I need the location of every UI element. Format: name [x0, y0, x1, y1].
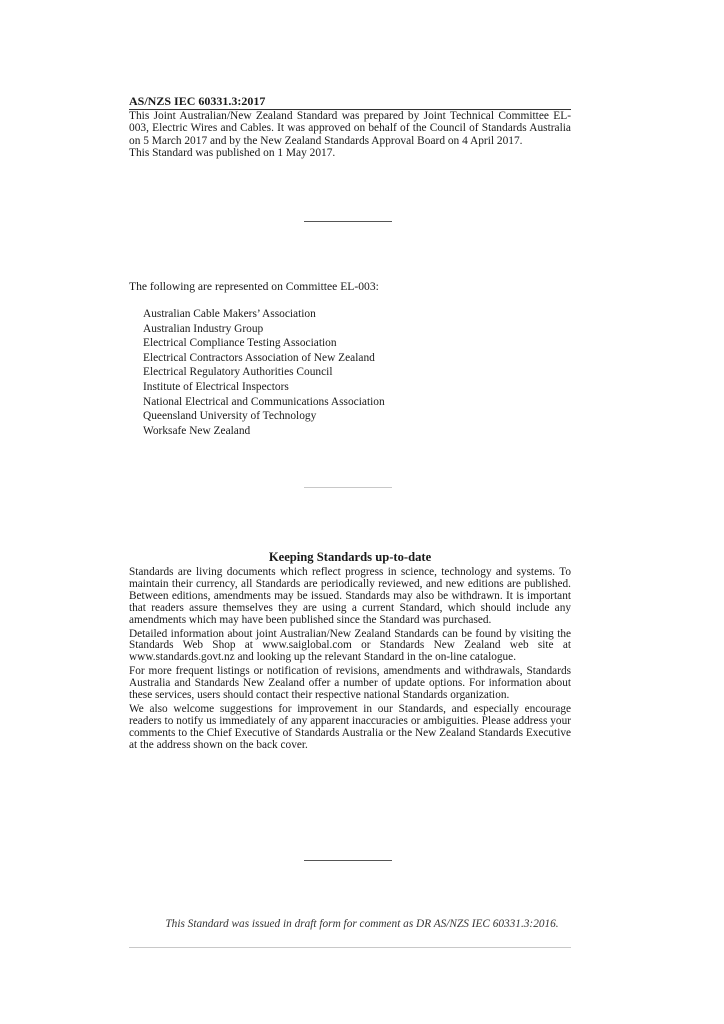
footer-rule — [129, 947, 571, 948]
section-divider — [304, 860, 392, 861]
section-divider — [304, 221, 392, 222]
keeping-paragraph: Detailed information about joint Australian/New Zealand Standards can be found by visiting the Standards Web Shop at www.saiglobal.com or Standards New Zealand web site at www.standards.govt.nz and looking up the relevant Standard in the on-line catalogue. — [129, 627, 571, 664]
approval-paragraph: This Joint Australian/New Zealand Standard was prepared by Joint Technical Committee EL-003, Electric Wires and Cables. It was approved on behalf of the Council of Standards Australia on 5 March 2017 and by the New Zealand Standards Approval Board on 4 April 2017. — [129, 110, 571, 147]
standard-designation: AS/NZS IEC 60331.3:2017 — [129, 94, 571, 110]
draft-footer-note: This Standard was issued in draft form for comment as DR AS/NZS IEC 60331.3:2016. — [165, 918, 559, 930]
committee-member: Queensland University of Technology — [143, 410, 317, 423]
committee-member: Electrical Regulatory Authorities Council — [143, 366, 333, 379]
committee-member: Electrical Compliance Testing Association — [143, 337, 337, 350]
keeping-paragraph: We also welcome suggestions for improvement in our Standards, and especially encourage readers to notify us immediately of any apparent inaccuracies or ambiguities. Please address your comments to the Chief Executive of Standards Australia or the New Zealand Standards Executive at the address shown on the back cover. — [129, 702, 571, 751]
committee-member: Electrical Contractors Association of New Zealand — [143, 351, 375, 364]
committee-member: Australian Industry Group — [143, 322, 264, 335]
publication-date-paragraph: This Standard was published on 1 May 2017. — [129, 147, 336, 160]
approval-statement — [129, 110, 571, 160]
committee-heading: The following are represented on Committee EL-003: — [129, 280, 379, 293]
committee-member: National Electrical and Communications Association — [143, 395, 385, 408]
committee-member: Worksafe New Zealand — [143, 424, 251, 437]
committee-member-list — [143, 307, 385, 438]
keeping-paragraph: Standards are living documents which reflect progress in science, technology and systems. To maintain their currency, all Standards are periodically reviewed, and new editions are published. Between editions, amendments may be issued. Standards may also be withdrawn. It is important that readers assure themselves they are using a current Standard, which should include any amendments which may have been published since the Standard was purchased. — [129, 566, 571, 626]
keeping-paragraph: For more frequent listings or notification of revisions, amendments and withdrawals, Standards Australia and Standards New Zealand offer a number of update options. For information about these services, users should contact their respective national Standards organization. — [129, 665, 571, 702]
keeping-up-to-date-body — [129, 567, 571, 754]
committee-member: Australian Cable Makers’ Association — [143, 308, 316, 320]
section-divider — [304, 487, 392, 488]
committee-member: Institute of Electrical Inspectors — [143, 380, 289, 393]
keeping-up-to-date-title: Keeping Standards up-to-date — [268, 550, 432, 564]
